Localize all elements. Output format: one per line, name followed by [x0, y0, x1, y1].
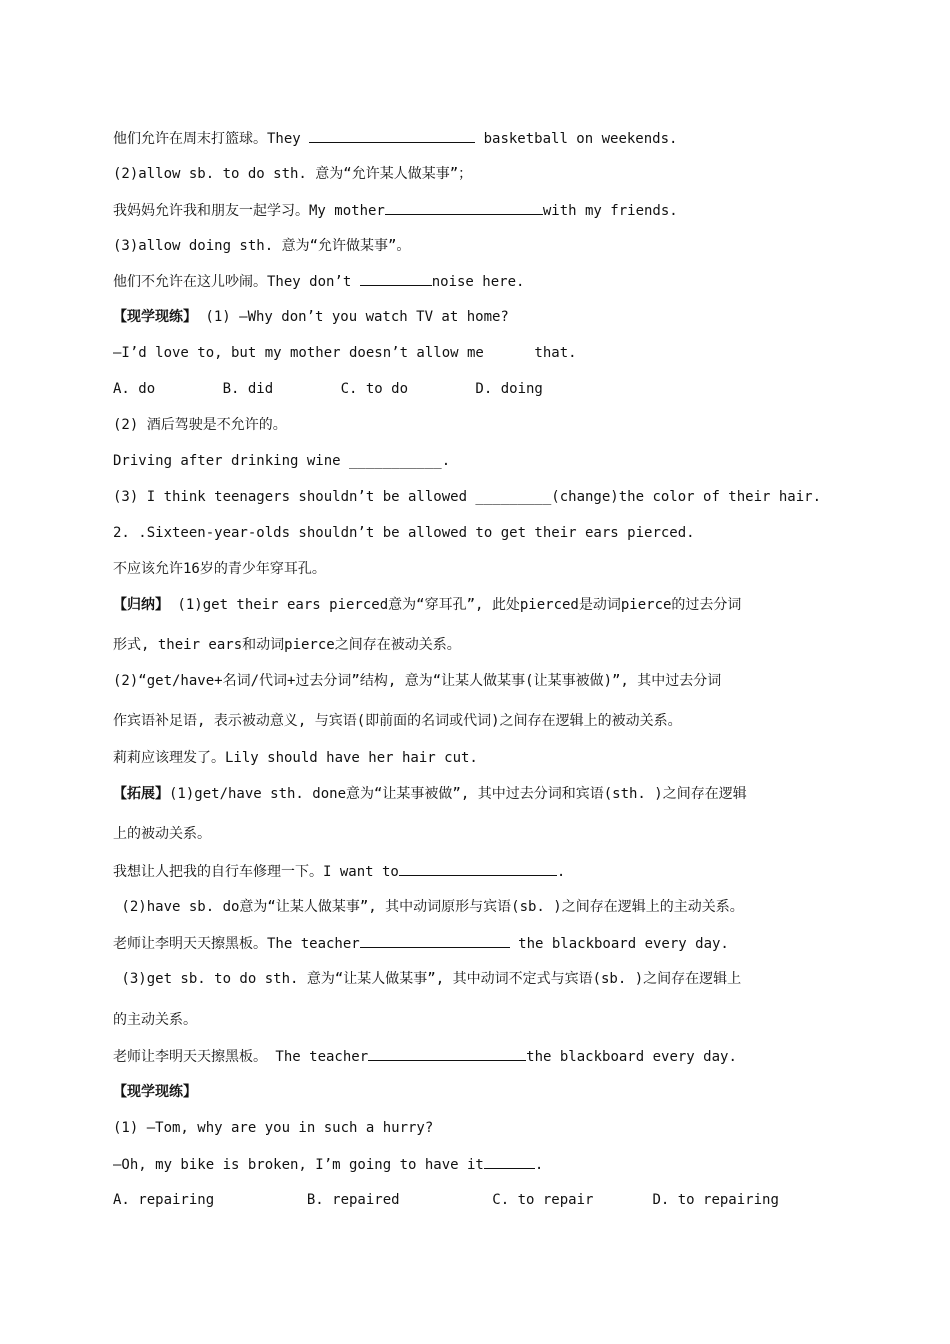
text-line: 上的被动关系。 — [113, 826, 211, 842]
text-line: (1) —Tom, why are you in such a hurry? — [113, 1120, 434, 1136]
text-line: 作宾语补足语, 表示被动意义, 与宾语(即前面的名词或代词)之间存在逻辑上的被动关系。 — [113, 713, 682, 729]
line-text: 他们不允许在这儿吵闹。They don’t — [113, 274, 360, 290]
text-line: (2)allow sb. to do sth. 意为“允许某人做某事”； — [113, 166, 473, 182]
section-tag: 【拓展】 — [113, 786, 169, 802]
text-line: (2) 酒后驾驶是不允许的。 — [113, 417, 287, 433]
options-line: A. repairing B. repaired C. to repair D. to repairing — [113, 1192, 779, 1208]
line-text: 我想让人把我的自行车修理一下。I want to — [113, 864, 399, 880]
line-text: the blackboard every day. — [509, 936, 729, 952]
text-line — [113, 595, 741, 615]
text-line — [113, 933, 729, 954]
line-text: 老师让李明天天擦黑板。The teacher — [113, 936, 360, 952]
line-text: with my friends. — [542, 203, 678, 219]
answer-blank[interactable] — [484, 1154, 535, 1169]
text-line — [113, 200, 678, 221]
answer-blank[interactable] — [399, 861, 557, 876]
text-line: 2. .Sixteen-year-olds shouldn’t be allowed to get their ears pierced. — [113, 525, 695, 541]
text-line: (2)have sb. do意为“让某人做某事”, 其中动词原形与宾语(sb. )之间存在逻辑上的主动关系。 — [113, 899, 744, 915]
line-text: (1) —Why don’t you watch TV at home? — [197, 309, 509, 325]
text-line: 莉莉应该理发了。Lily should have her hair cut. — [113, 750, 478, 766]
line-text: . — [534, 1157, 544, 1173]
line-text: 他们允许在周末打篮球。They — [113, 131, 310, 147]
text-line — [113, 128, 677, 149]
line-text: (1)get/have sth. done意为“让某事被做”, 其中过去分词和宾语(sth. )之间存在逻辑 — [169, 786, 747, 802]
text-line — [113, 1154, 543, 1175]
text-line: 形式, their ears和动词pierce之间存在被动关系。 — [113, 637, 461, 653]
text-line: Driving after drinking wine ___________. — [113, 453, 451, 469]
text-line — [113, 307, 509, 327]
text-line — [113, 861, 565, 882]
answer-blank[interactable] — [360, 271, 432, 286]
line-text: (1)get their ears pierced意为“穿耳孔”, 此处pierced是动词pierce的过去分词 — [169, 597, 742, 613]
text-line: —I’d love to, but my mother doesn’t allow me that. — [113, 345, 577, 361]
options-line: A. do B. did C. to do D. doing — [113, 381, 543, 397]
text-line: (3) I think teenagers shouldn’t be allowed _________(change)the color of their hair. — [113, 489, 822, 505]
answer-blank[interactable] — [368, 1046, 526, 1061]
line-text: 我妈妈允许我和朋友一起学习。My mother — [113, 203, 385, 219]
section-tag: 【归纳】 — [113, 597, 169, 613]
answer-blank[interactable] — [385, 200, 543, 215]
section-tag: 【现学现练】 — [113, 1084, 197, 1100]
text-line: (3)allow doing sth. 意为“允许做某事”。 — [113, 238, 411, 254]
text-line: 的主动关系。 — [113, 1012, 197, 1028]
text-line: (3)get sb. to do sth. 意为“让某人做某事”, 其中动词不定式与宾语(sb. )之间存在逻辑上 — [113, 971, 742, 987]
line-text: basketball on weekends. — [475, 131, 678, 147]
line-text: 老师让李明天天擦黑板。 The teacher — [113, 1049, 369, 1065]
text-line: 不应该允许16岁的青少年穿耳孔。 — [113, 561, 326, 577]
text-line — [113, 1046, 737, 1067]
line-text: . — [556, 864, 566, 880]
text-line: (2)“get/have+名词/代词+过去分词”结构, 意为“让某人做某事(让某事被做)”, 其中过去分词 — [113, 673, 722, 689]
section-tag: 【现学现练】 — [113, 309, 197, 325]
answer-blank[interactable] — [309, 128, 475, 143]
answer-blank[interactable] — [360, 933, 510, 948]
text-line — [113, 1082, 197, 1102]
text-line — [113, 784, 747, 804]
line-text: the blackboard every day. — [526, 1049, 737, 1065]
line-text: noise here. — [431, 274, 525, 290]
text-line — [113, 271, 524, 292]
line-text: —Oh, my bike is broken, I’m going to have it — [113, 1157, 484, 1173]
